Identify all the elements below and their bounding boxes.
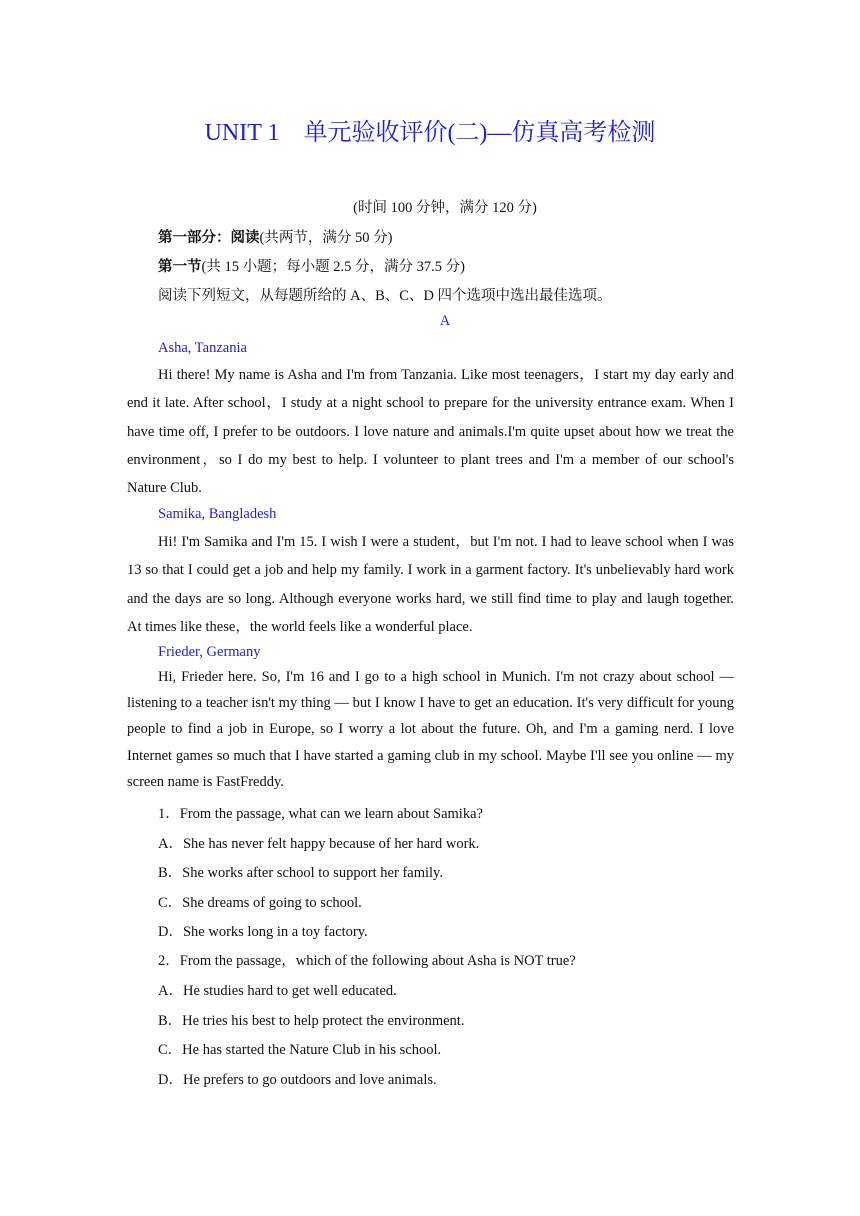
section1-heading xyxy=(158,255,465,276)
question-1-option-d: D．She works long in a toy factory. xyxy=(158,924,368,940)
question-2-stem: 2．From the passage，which of the following about Asha is NOT true? xyxy=(158,953,576,969)
part1-detail: (共两节，满分 50 分) xyxy=(259,230,393,246)
instructions: 阅读下列短文，从每题所给的 A、B、C、D 四个选项中选出最佳选项。 xyxy=(158,288,612,304)
entry-text-frieder: Hi, Frieder here. So, I'm 16 and I go to a high school in Munich. I'm not crazy about school — listening to a teacher isn't my thing — but I know I have to get an education. It's very difficult for young people to find a job in Europe, so I worry a lot about the future. Oh, and I'm a gaming nerd. I love Internet games so much that I have started a gaming club in my school. Maybe I'll see you online — my screen name is FastFreddy. xyxy=(127,669,734,790)
question-1-stem: 1．From the passage, what can we learn about Samika? xyxy=(158,806,483,822)
question-1-option-c: C．She dreams of going to school. xyxy=(158,895,362,911)
entry-name-asha: Asha, Tanzania xyxy=(158,340,247,356)
entry-text-samika: Hi! I'm Samika and I'm 15. I wish I were a student，but I'm not. I had to leave school when I was 13 so that I could get a job and help my family. I work in a garment factory. It's unbelievably hard work and the days are so long. Although everyone works hard, we still find time to play and laugh together. At times like these，the world feels like a wonderful place. xyxy=(127,534,734,635)
question-2-option-d: D．He prefers to go outdoors and love animals. xyxy=(158,1072,437,1088)
passage-letter: A xyxy=(439,313,451,329)
part1-label: 第一部分：阅读 xyxy=(158,230,260,246)
entry-text-asha: Hi there! My name is Asha and I'm from Tanzania. Like most teenagers，I start my day early and end it late. After school，I study at a night school to prepare for the university entrance exam. When I have time off, I prefer to be outdoors. I love nature and animals.I'm quite upset about how we treat the environment，so I do my best to help. I volunteer to plant trees and I'm a member of our school's Nature Club. xyxy=(127,367,734,497)
part1-heading xyxy=(158,226,392,247)
question-2-option-c: C．He has started the Nature Club in his school. xyxy=(158,1042,442,1058)
question-2-option-a: A．He studies hard to get well educated. xyxy=(158,983,397,999)
section1-detail: (共 15 小题；每小题 2.5 分，满分 37.5 分) xyxy=(201,259,465,275)
entry-name-frieder: Frieder, Germany xyxy=(158,644,261,660)
document-title: UNIT 1 单元验收评价(二)—仿真高考检测 xyxy=(204,120,656,146)
question-1-option-a: A．She has never felt happy because of her hard work. xyxy=(158,836,480,852)
section1-label: 第一节 xyxy=(158,259,202,275)
question-2-option-b: B．He tries his best to help protect the environment. xyxy=(158,1013,465,1029)
time-info: (时间 100 分钟，满分 120 分) xyxy=(353,200,537,216)
entry-name-samika: Samika, Bangladesh xyxy=(158,506,277,522)
question-1-option-b: B．She works after school to support her family. xyxy=(158,865,443,881)
